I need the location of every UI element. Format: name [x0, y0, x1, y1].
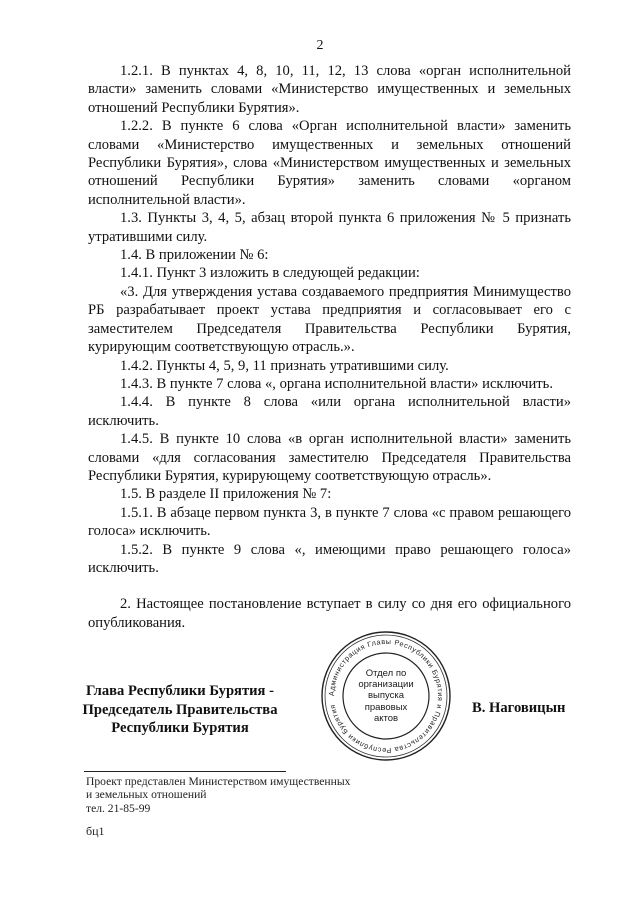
footer-line-2: и земельных отношений — [86, 788, 207, 802]
stamp-ring-text: Администрация Главы Республики Бурятия и Правительства Республики Бурятия — [326, 636, 446, 756]
paragraph-1-4-5: 1.4.5. В пункте 10 слова «в орган исполнительной власти» заменить словами «для согласования заместителю Председателя Правительства Республики Бурятия, курирующему соответствующую отрасль». — [88, 431, 571, 484]
stamp-line-2: организации — [358, 679, 414, 691]
signature-title-line-1: Глава Республики Бурятия - — [86, 683, 274, 699]
document-body — [88, 62, 571, 632]
footer-note — [86, 775, 350, 815]
paragraph-1-4-1: 1.4.1. Пункт 3 изложить в следующей редакции: — [120, 265, 420, 282]
paragraph-quote-3: «3. Для утверждения устава создаваемого предприятия Минимущество РБ разрабатывает проект устава предприятия и согласовывает его с заместителем Председателя Правительства Республики Бурятия, курирующим соответствующую отрасль.». — [88, 283, 571, 356]
paragraph-2-effective-date: 2. Настоящее постановление вступает в силу со дня его официального опубликования. — [88, 596, 571, 631]
signer-name: В. Наговицын — [472, 700, 566, 716]
paragraph-1-3: 1.3. Пункты 3, 4, 5, абзац второй пункта 6 приложения № 5 признать утратившими силу. — [88, 210, 571, 245]
signature-title-line-3: Республики Бурятия — [111, 720, 249, 737]
footer-divider — [84, 771, 286, 772]
paragraph-1-5: 1.5. В разделе II приложения № 7: — [120, 486, 332, 503]
paragraph-1-5-2: 1.5.2. В пункте 9 слова «, имеющими право решающего голоса» исключить. — [88, 541, 571, 576]
stamp-line-1: Отдел по — [365, 668, 407, 679]
stamp-line-4: правовых — [364, 701, 408, 713]
document-code: бц1 — [86, 824, 105, 838]
official-stamp — [318, 628, 454, 764]
paragraph-1-4-2: 1.4.2. Пункты 4, 5, 9, 11 признать утратившими силу. — [120, 357, 449, 374]
paragraph-1-5-1: 1.5.1. В абзаце первом пункта 3, в пункте 7 слова «с правом решающего голоса» исключить. — [88, 504, 571, 540]
footer-line-1: Проект представлен Министерством имущественных — [86, 775, 351, 788]
stamp-center-text — [344, 668, 428, 724]
paragraph-1-4: 1.4. В приложении № 6: — [120, 247, 269, 264]
signature-block — [60, 682, 300, 738]
paragraph-1-2-1: 1.2.1. В пунктах 4, 8, 10, 11, 12, 13 слова «орган исполнительной власти» заменить словами «Министерство имущественных и земельных отношений Республики Бурятия». — [88, 63, 571, 116]
stamp-line-5: актов — [373, 712, 399, 724]
paragraph-1-4-4: 1.4.4. В пункте 8 слова «или органа исполнительной власти» исключить. — [88, 394, 571, 429]
signature-title-line-2: Председатель Правительства — [82, 701, 278, 718]
page-number: 2 — [316, 38, 324, 53]
footer-phone: тел. 21-85-99 — [86, 801, 151, 815]
paragraph-1-4-3: 1.4.3. В пункте 7 слова «, органа исполнительной власти» исключить. — [120, 375, 553, 392]
paragraph-1-2-2: 1.2.2. В пункте 6 слова «Орган исполнительной власти» заменить словами «Министерство имущественных и земельных отношений Республики Бурятия», слова «Министерством имущественных и земельных отношений Республики Бурятия» заменить словами «органом исполнительной власти». — [88, 118, 571, 208]
stamp-line-3: выпуска — [367, 690, 405, 702]
